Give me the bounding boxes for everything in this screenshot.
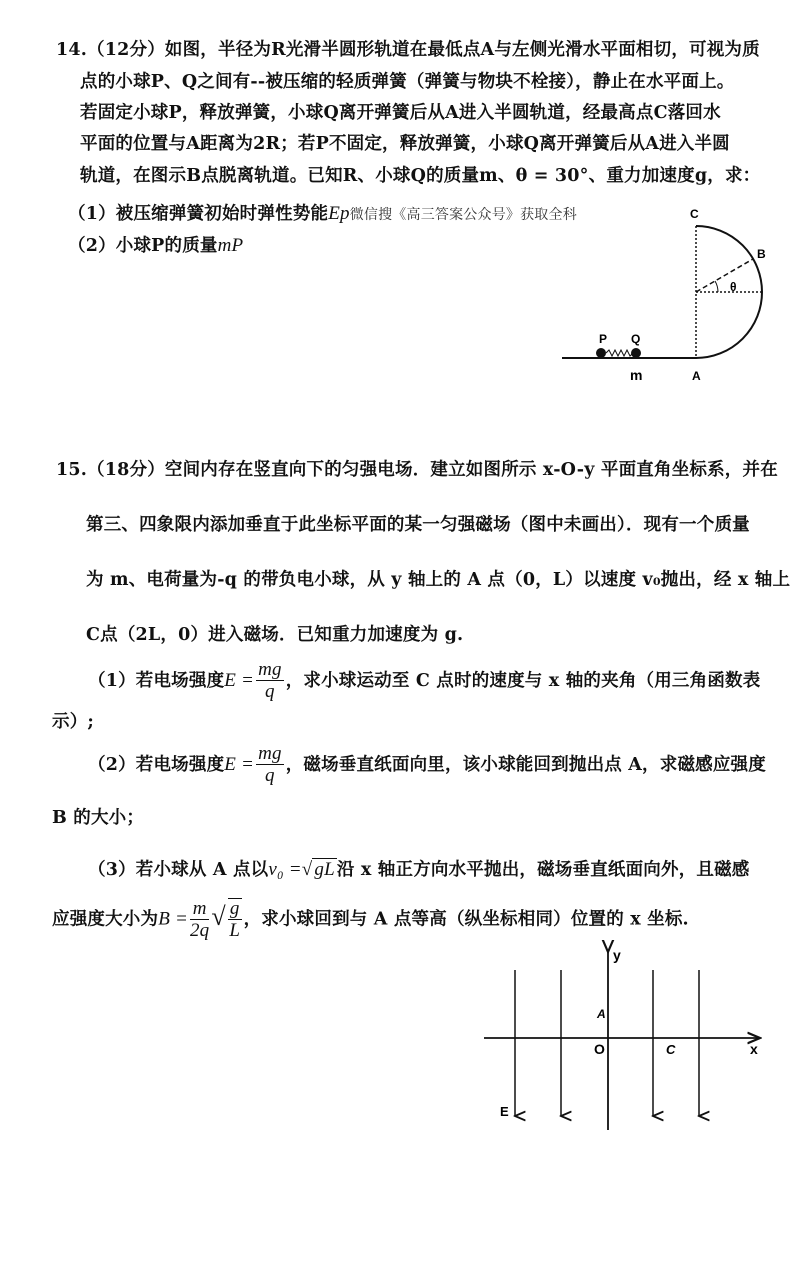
formula-v0-sqrt: √ gL [301, 859, 335, 880]
watermark: 微信搜《高三答案公众号》获取全科 [349, 207, 577, 223]
point-c-label: C [666, 1042, 676, 1057]
q15-line-2: 第三、四象限内添加垂直于此坐标平面的某一匀强磁场（图中未画出）．现有一个质量 [86, 515, 750, 535]
q15-line-4: C点（2L，0）进入磁场．已知重力加速度为 g. [86, 625, 464, 645]
axis-x-label: x [750, 1041, 758, 1057]
ep-var: Ep [328, 203, 350, 224]
field-e-label: E [500, 1104, 509, 1119]
q15-figure-field [470, 940, 780, 1160]
q14-line-4: 平面的位置与A距离为2R；若P不固定，释放弹簧，小球Q离开弹簧后从A进入半圆 [80, 134, 730, 154]
q14-line-1: 14.（12分）如图，半径为R光滑半圆形轨道在最低点A与左侧光滑水平面相切，可视为质 [56, 40, 760, 60]
q15-part2: （2）若电场强度E = $\frac{mg}{q}$ ，磁场垂直纸面向里，该小球能回到抛出点 A，求磁感应强度 [88, 743, 766, 786]
label-b: B [757, 247, 766, 261]
formula-b-fraction: $\frac{m}{2q}$ [189, 897, 210, 941]
formula-e-fraction: $\frac{mg}{q}$ [258, 659, 282, 702]
q15-part3-cont: 应强度大小为B = $\frac{m}{2q}$ √ $\frac{g}{L}$ ，求小球回到与 A 点等高（纵坐标相同）位置的 x 坐标. [52, 897, 689, 941]
label-a: A [692, 369, 701, 383]
q15-part1: （1）若电场强度E = $\frac{mg}{q}$ ，求小球运动至 C 点时的速度与 x 轴的夹角（用三角函数表 [88, 659, 761, 702]
q15-part3: （3）若小球从 A 点以v₀ =√ gL 沿 x 轴正方向水平抛出，磁场垂直纸面向外，且磁感 [88, 859, 750, 880]
q14-number: 14. [56, 40, 88, 60]
q14-line-3: 若固定小球P，释放弹簧，小球Q离开弹簧后从A进入半圆轨道，经最高点C落回水 [80, 103, 721, 123]
q14-line-5: 轨道，在图示B点脱离轨道。已知R、小球Q的质量m、θ = 30°、重力加速度g，求： [80, 166, 761, 186]
q14-figure-track [550, 200, 800, 390]
point-a-label: A [597, 1007, 606, 1021]
q15-line-3: 为 m、电荷量为-q 的带负电小球，从 y 轴上的 A 点（0，L）以速度 v₀抛出，经 x 轴上 [86, 570, 791, 590]
q15-part2-cont: B 的大小； [52, 808, 145, 828]
label-p: P [599, 332, 608, 346]
mp-var: mP [217, 235, 244, 256]
q15-line-1: 15.（18分）空间内存在竖直向下的匀强电场．建立如图所示 x-O-y 平面直角坐标系，并在 [56, 460, 778, 480]
formula-e-fraction: $\frac{mg}{q}$ [258, 743, 282, 786]
label-q: Q [631, 332, 641, 346]
label-theta: θ [730, 280, 737, 294]
q15-part1-cont: 示）; [52, 712, 95, 732]
label-m: m [630, 367, 643, 383]
q14-sub1: （1）被压缩弹簧初始时弹性势能Ep微信搜《高三答案公众号》获取全科 [68, 203, 577, 224]
axis-y-label: y [613, 947, 621, 963]
origin-label: O [594, 1041, 605, 1057]
q15-number: 15. [56, 460, 88, 480]
q14-line-2: 点的小球P、Q之间有--被压缩的轻质弹簧（弹簧与物块不栓接），静止在水平面上。 [80, 72, 735, 92]
q14-sub2: （2）小球P的质量mP [68, 235, 244, 256]
formula-b-sqrt: √ [211, 901, 226, 931]
label-c: C [690, 207, 699, 221]
